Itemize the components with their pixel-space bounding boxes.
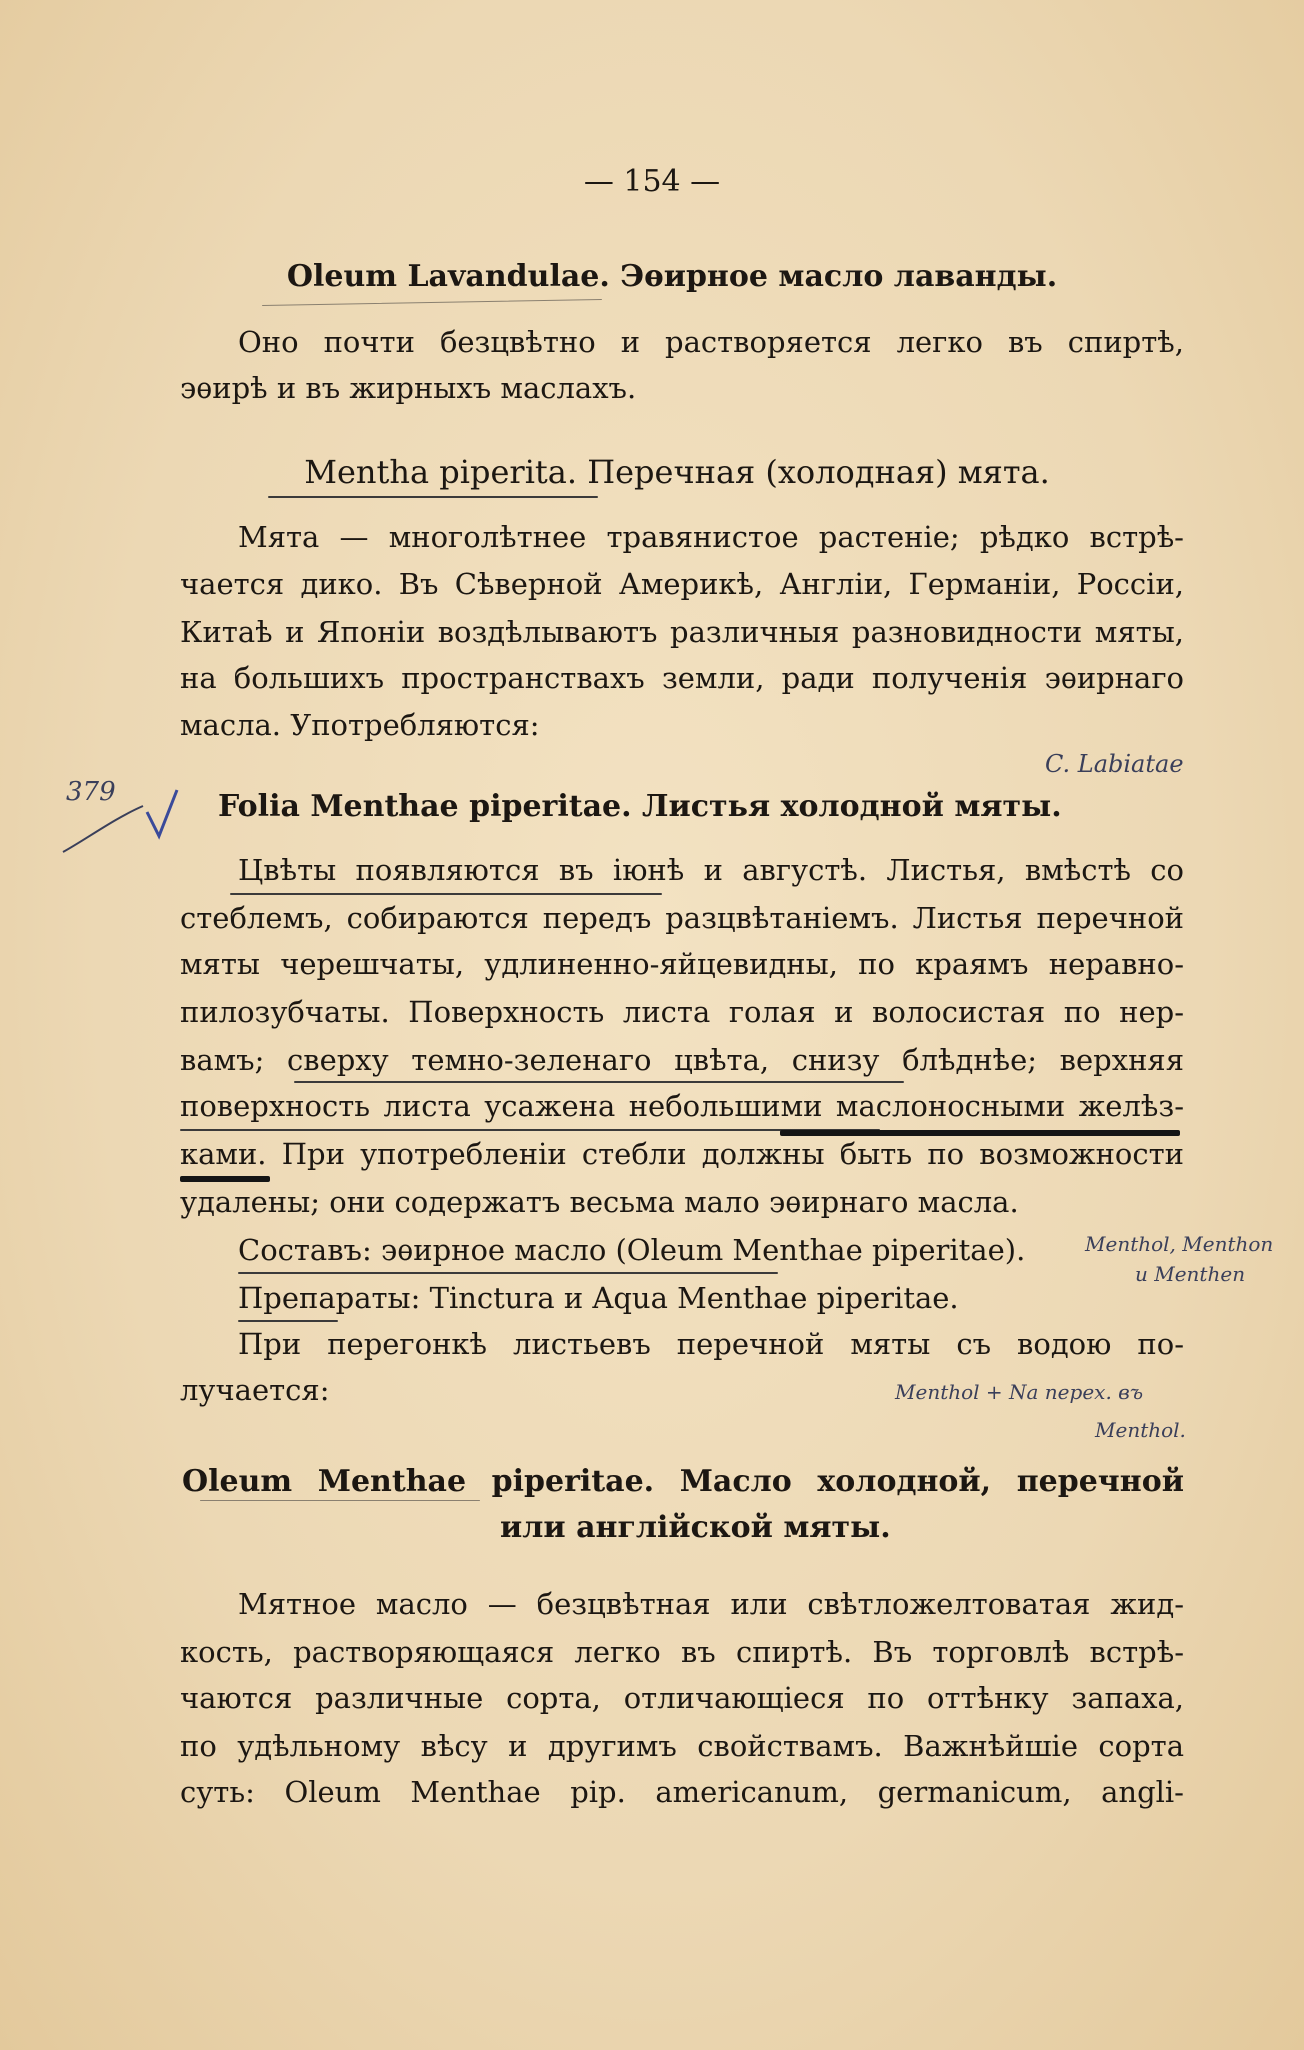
text-line: на большихъ пространствахъ земли, ради полученія эѳирнаго [180, 661, 1184, 695]
text-line: суть: Oleum Menthae pip. americanum, germanicum, angli- [180, 1775, 1184, 1809]
handwritten-menthol-note-2: и Menthen [1135, 1262, 1246, 1286]
text-line: пилозубчаты. Поверхность листа голая и волосистая по нер- [180, 995, 1184, 1029]
heading-folia-menthae: Folia Menthae piperitae. Листья холодной мяты. [218, 789, 1062, 824]
heading-oleum-menthae-cont: или англійской мяты. [500, 1510, 891, 1545]
text-line: При перегонкѣ листьевъ перечной мяты съ водою по- [238, 1327, 1184, 1361]
handwritten-margin-number: 379 [66, 777, 116, 807]
text-line: Составъ: эѳирное масло (Oleum Menthae piperitae). [238, 1233, 1026, 1267]
page-number: — 154 — [583, 164, 721, 199]
underline-mark [780, 1130, 1180, 1136]
underline-mark [238, 1272, 778, 1274]
text-line: мяты черешчаты, удлиненно-яйцевидны, по краямъ неравно- [180, 947, 1184, 981]
text-line: удалены; они содержатъ весьма мало эѳирнаго масла. [180, 1185, 1019, 1219]
text-line: Мятное масло — безцвѣтная или свѣтложелтоватая жид- [238, 1587, 1184, 1621]
text-line: чается дико. Въ Сѣверной Америкѣ, Англіи, Германіи, Россіи, [180, 567, 1184, 601]
text-line: стеблемъ, собираются передъ разцвѣтаніемъ. Листья перечной [180, 901, 1184, 935]
text-line: лучается: [180, 1373, 330, 1407]
underline-mark [180, 1129, 880, 1131]
handwritten-labiatae: C. Labiatae [1045, 750, 1184, 778]
underline-mark [262, 299, 602, 306]
text-line: вамъ; сверху темно-зеленаго цвѣта, снизу блѣднѣе; верхняя [180, 1043, 1184, 1077]
text-line: поверхность листа усажена небольшими маслоносными желѣз- [180, 1089, 1184, 1123]
text-line: Цвѣты появляются въ іюнѣ и августѣ. Листья, вмѣстѣ со [238, 853, 1184, 887]
text-line: кость, растворяющаяся легко въ спиртѣ. Въ торговлѣ встрѣ- [180, 1635, 1184, 1669]
text-line: по удѣльному вѣсу и другимъ свойствамъ. Важнѣйшіе сорта [180, 1729, 1184, 1763]
underline-mark [200, 1500, 480, 1501]
handwritten-menthol-note-4: Menthol. [1095, 1418, 1186, 1442]
text-line: Препараты: Tinctura и Aqua Menthae piperitae. [238, 1281, 959, 1315]
text-line: масла. Употребляются: [180, 708, 540, 742]
underline-mark [180, 1176, 270, 1182]
heading-mentha-piperita: Mentha piperita. Перечная (холодная) мята. [304, 453, 1050, 491]
heading-oleum-lavandulae: Oleum Lavandulae. Эѳирное масло лаванды. [286, 259, 1058, 294]
underline-mark [238, 1320, 338, 1322]
text-line: Китаѣ и Японіи воздѣлываютъ различныя разновидности мяты, [180, 615, 1184, 649]
text-line: эѳирѣ и въ жирныхъ маслахъ. [180, 371, 637, 405]
text-line: Оно почти безцвѣтно и растворяется легко въ спиртѣ, [238, 325, 1184, 359]
text-line: чаются различные сорта, отличающіеся по оттѣнку запаха, [180, 1681, 1184, 1715]
handwritten-menthol-note-3: Menthol + Na перех. въ [895, 1380, 1144, 1404]
text-line: ками. При употребленіи стебли должны быть по возможности [180, 1137, 1184, 1171]
underline-mark [268, 496, 598, 498]
handwritten-menthol-note-1: Menthol, Menthon [1085, 1232, 1274, 1256]
underline-mark [230, 893, 662, 895]
text-line: Мята — многолѣтнее травянистое растеніе; рѣдко встрѣ- [238, 520, 1184, 554]
heading-oleum-menthae: Oleum Menthae piperitae. Масло холодной, перечной [182, 1464, 1184, 1499]
underline-mark [294, 1081, 904, 1083]
